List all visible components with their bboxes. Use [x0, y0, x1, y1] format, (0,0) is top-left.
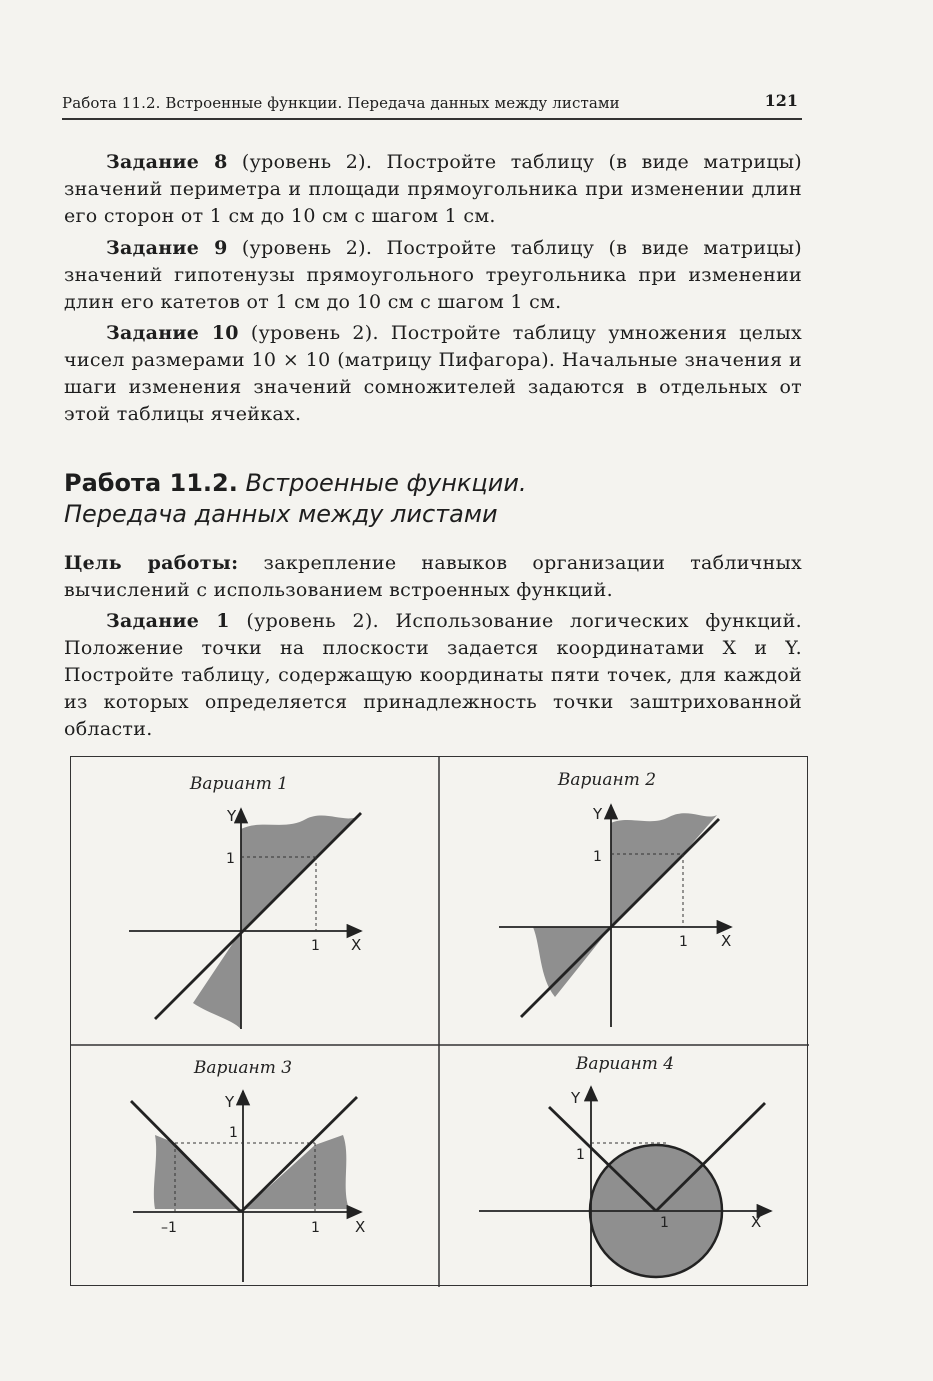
page-number: 121 [764, 91, 798, 110]
section-title-line2: Передача данных между листами [64, 500, 498, 528]
goal-label: Цель работы: [64, 552, 239, 574]
task-9-label: Задание 9 [106, 237, 228, 259]
section-title-line1: Встроенные функции. [237, 469, 527, 497]
variant-3-x-tick: 1 [311, 1220, 320, 1236]
variant-2-y-tick: 1 [593, 849, 602, 865]
variant-3-panel [131, 1058, 365, 1282]
variant-1-y-label: Y [227, 807, 237, 825]
variant-2-panel [499, 770, 731, 1027]
variant-1-panel [129, 774, 361, 1029]
variant-2-x-tick: 1 [679, 934, 688, 950]
goal-paragraph [64, 550, 802, 604]
variant-1-title: Вариант 1 [189, 774, 289, 794]
goal-text: закрепление навыков организации табличных вычислений с использованием встроенных функций. [64, 552, 803, 601]
task-8-paragraph [64, 149, 802, 230]
task-9-paragraph [64, 235, 802, 316]
variant-1-x-label: X [351, 936, 362, 954]
variant-3-y-tick: 1 [229, 1125, 238, 1141]
running-title: Работа 11.2. Встроенные функции. Передача данных между листами [62, 94, 620, 112]
task-10-paragraph [64, 320, 802, 428]
variant-1-shade-lower [193, 931, 241, 1029]
task-1-text: (уровень 2). Использование логических функций. Положение точки на плоскости задается координатами X и Y. Постройте таблицу, содержащую координаты пяти точек, для каждой из которых определяется принадлежность точки заштрихованной области. [64, 610, 802, 740]
task-1-paragraph [64, 608, 802, 743]
variant-3-title: Вариант 3 [193, 1058, 293, 1078]
variant-1-x-tick: 1 [311, 938, 320, 954]
variants-svg [71, 757, 809, 1287]
task-10-label: Задание 10 [106, 322, 239, 344]
variant-4-x-tick: 1 [660, 1215, 669, 1231]
variant-4-x-label: X [751, 1213, 762, 1231]
variant-4-panel [479, 1054, 771, 1287]
task-9-text: (уровень 2). Постройте таблицу (в виде матрицы) значений гипотенузы прямоугольного треугольника при изменении длин его катетов от 1 см до 10 см с шагом 1 см. [64, 237, 802, 313]
variants-figure [70, 756, 808, 1286]
section-heading [64, 468, 804, 530]
task-8-label: Задание 8 [106, 151, 228, 173]
variant-1-y-tick: 1 [226, 851, 235, 867]
variant-3-x-label: X [355, 1218, 366, 1236]
task-1-label: Задание 1 [106, 610, 230, 632]
variant-4-y-tick: 1 [576, 1147, 585, 1163]
variant-4-y-label: Y [571, 1089, 581, 1107]
page-header [62, 86, 802, 120]
variant-4-title: Вариант 4 [575, 1054, 675, 1074]
section-number: Работа 11.2. [64, 469, 238, 497]
variant-2-y-label: Y [593, 805, 603, 823]
task-8-text: (уровень 2). Постройте таблицу (в виде матрицы) значений периметра и площади прямоугольника при изменении длин его сторон от 1 см до 10 см с шагом 1 см. [64, 151, 802, 227]
variant-2-x-label: X [721, 932, 732, 950]
variant-2-title: Вариант 2 [557, 770, 657, 790]
variant-3-y-label: Y [225, 1093, 235, 1111]
variant-3-x-tick-neg: –1 [161, 1220, 177, 1236]
task-10-text: (уровень 2). Постройте таблицу умножения целых чисел размерами 10 × 10 (матрицу Пифагора). Начальные значения и шаги изменения значений сомножителей задаются в отдельных от этой таблицы ячейках. [64, 322, 803, 425]
